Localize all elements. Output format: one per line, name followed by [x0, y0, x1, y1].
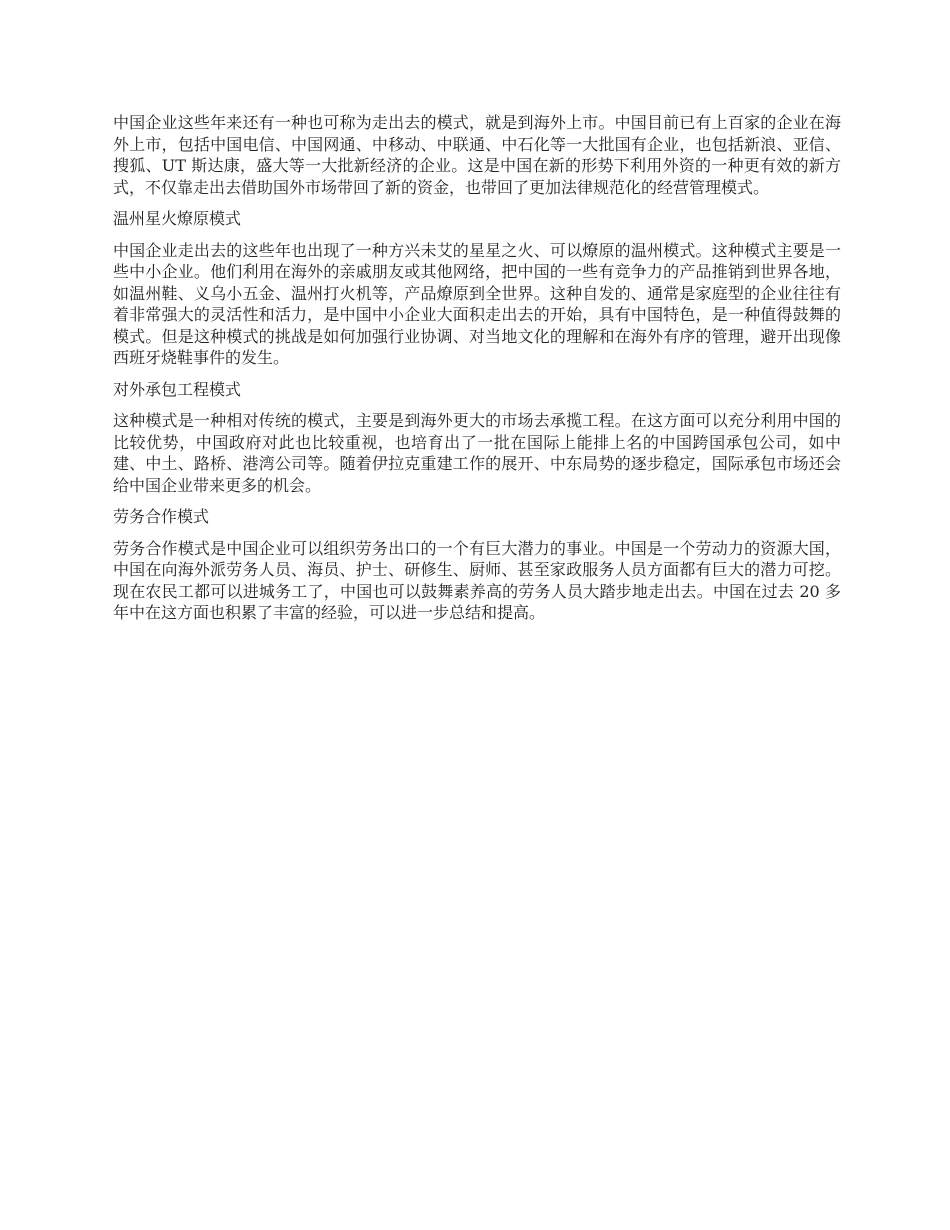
paragraph-labor-model: 劳务合作模式是中国企业可以组织劳务出口的一个有巨大潜力的事业。中国是一个劳动力的资源大国，中国在向海外派劳务人员、海员、护士、研修生、厨师、甚至家政服务人员方面都有巨大的潜力可挖。现在农民工都可以进城务工了，中国也可以鼓舞素养高的劳务人员大踏步地走出去。中国在过去 20 多年中在这方面也积累了丰富的经验，可以进一步总结和提高。 — [113, 538, 841, 622]
section-heading-labor: 劳务合作模式 — [113, 507, 210, 526]
paragraph-overseas-listing: 中国企业这些年来还有一种也可称为走出去的模式，就是到海外上市。中国目前已有上百家的企业在海外上市，包括中国电信、中国网通、中移动、中联通、中石化等一大批国有企业，也包括新浪、亚信、搜狐、UT 斯达康，盛大等一大批新经济的企业。这是中国在新的形势下利用外资的一种更有效的新方式，不仅靠走出去借助国外市场带回了新的资金，也带回了更加法律规范化的经营管理模式。 — [113, 113, 841, 197]
paragraph-wenzhou-model: 中国企业走出去的这些年也出现了一种方兴未艾的星星之火、可以燎原的温州模式。这种模式主要是一些中小企业。他们利用在海外的亲戚朋友或其他网络，把中国的一些有竞争力的产品推销到世界各地，如温州鞋、义乌小五金、温州打火机等，产品燎原到全世界。这种自发的、通常是家庭型的企业往往有着非常强大的灵活性和活力，是中国中小企业大面积走出去的开始，具有中国特色，是一种值得鼓舞的模式。但是这种模式的挑战是如何加强行业协调、对当地文化的理解和在海外有序的管理，避开出现像西班牙烧鞋事件的发生。 — [113, 240, 841, 367]
paragraph-contracting-model: 这种模式是一种相对传统的模式，主要是到海外更大的市场去承揽工程。在这方面可以充分利用中国的比较优势，中国政府对此也比较重视，也培育出了一批在国际上能排上名的中国跨国承包公司，如中建、中土、路桥、港湾公司等。随着伊拉克重建工作的展开、中东局势的逐步稳定，国际承包市场还会给中国企业带来更多的机会。 — [113, 411, 841, 495]
section-heading-contracting: 对外承包工程模式 — [113, 379, 242, 399]
document-body — [113, 112, 841, 634]
section-heading-wenzhou: 温州星火燎原模式 — [113, 209, 242, 228]
